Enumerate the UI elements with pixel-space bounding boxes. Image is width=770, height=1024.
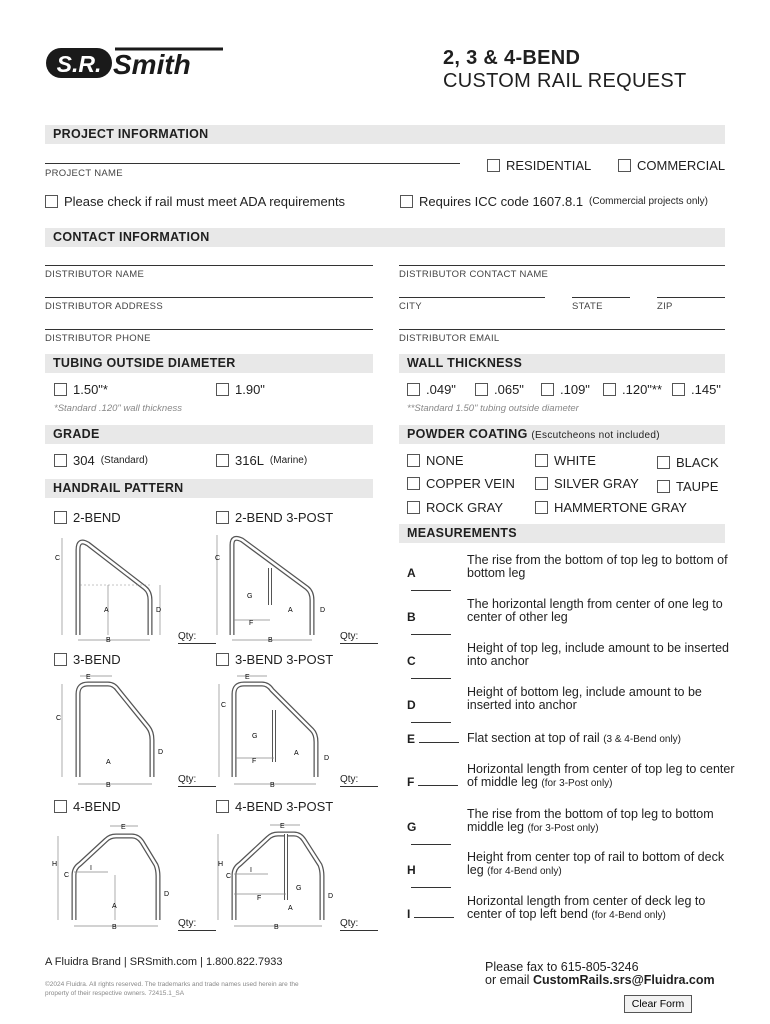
project-information-heading: PROJECT INFORMATION: [45, 125, 725, 144]
pattern-4-bend-checkbox[interactable]: [54, 800, 67, 813]
city-label: CITY: [399, 301, 422, 312]
powder-rock-gray-label: ROCK GRAY: [426, 500, 504, 515]
pattern-2-bend-3-post-label: 2-BEND 3-POST: [235, 510, 334, 525]
measurement-b-field[interactable]: [411, 634, 451, 635]
grade-316l-option[interactable]: [216, 453, 307, 468]
powder-hammertone-gray-option[interactable]: [535, 500, 687, 515]
residential-label: RESIDENTIAL: [506, 158, 592, 173]
tubing-190-label: 1.90": [235, 382, 265, 397]
pattern-2-bend-3-post-checkbox[interactable]: [216, 511, 229, 524]
measurements-heading: MEASUREMENTS: [399, 524, 725, 543]
svg-text:G: G: [296, 885, 302, 892]
measurement-letter: D: [407, 698, 416, 712]
wall-049-label: .049": [426, 382, 456, 397]
svg-text:A: A: [106, 759, 111, 766]
ada-checkbox[interactable]: [45, 195, 58, 208]
svg-text:B: B: [112, 924, 117, 931]
svg-text:E: E: [86, 674, 91, 681]
powder-taupe-checkbox[interactable]: [657, 480, 670, 493]
ada-option[interactable]: [45, 194, 345, 209]
distributor-email-field[interactable]: [399, 329, 725, 330]
measurement-desc: Height of top leg, include amount to be inserted into anchor: [467, 641, 729, 668]
svg-text:G: G: [252, 733, 258, 740]
measurement-desc: Height of bottom leg, include amount to be inserted into anchor: [467, 685, 702, 712]
state-field[interactable]: [572, 297, 630, 298]
wall-049-checkbox[interactable]: [407, 383, 420, 396]
wall-065-label: .065": [494, 382, 524, 397]
commercial-option[interactable]: [618, 158, 725, 173]
commercial-label: COMMERCIAL: [637, 158, 726, 173]
svg-text:D: D: [158, 749, 164, 756]
grade-304-option[interactable]: [54, 453, 148, 468]
svg-text:E: E: [280, 823, 285, 830]
powder-white-checkbox[interactable]: [535, 454, 548, 467]
svg-text:E: E: [245, 674, 250, 681]
svg-text:C: C: [226, 873, 232, 880]
measurement-note: (for 4-Bend only): [487, 866, 562, 877]
email-prefix: or email: [485, 973, 530, 987]
wall-109-option[interactable]: [541, 382, 590, 397]
measurement-letter: E: [407, 732, 416, 746]
powder-taupe-label: TAUPE: [676, 479, 719, 494]
powder-coating-note: (Escutcheons not included): [531, 430, 660, 441]
svg-text:B: B: [274, 924, 279, 931]
pattern-3-bend-option[interactable]: [54, 652, 121, 667]
pattern-4-bend-label: 4-BEND: [73, 799, 121, 814]
wall-109-checkbox[interactable]: [541, 383, 554, 396]
svg-text:Smith: Smith: [113, 49, 191, 80]
tubing-150-checkbox[interactable]: [54, 383, 67, 396]
wall-049-option[interactable]: [407, 382, 456, 397]
svg-text:A: A: [112, 903, 117, 910]
ada-label: Please check if rail must meet ADA requirements: [64, 194, 346, 209]
svg-text:H: H: [218, 861, 224, 868]
state-label: STATE: [572, 301, 603, 312]
qty-2-bend-3-post[interactable]: Qty:: [340, 631, 378, 644]
diagram-2-bend: [50, 530, 170, 645]
pattern-2-bend-option[interactable]: [54, 510, 121, 525]
fax-line: Please fax to 615-805-3246: [485, 960, 639, 974]
distributor-address-label: DISTRIBUTOR ADDRESS: [45, 301, 163, 312]
form-title-line2: CUSTOM RAIL REQUEST: [443, 70, 687, 92]
grade-304-label: 304: [73, 453, 95, 468]
wall-145-option[interactable]: [672, 382, 721, 397]
wall-120-checkbox[interactable]: [603, 383, 616, 396]
pattern-2-bend-checkbox[interactable]: [54, 511, 67, 524]
grade-316l-note: (Marine): [269, 455, 308, 466]
wall-thickness-heading: WALL THICKNESS: [399, 354, 725, 373]
clear-form-button[interactable]: Clear Form: [624, 995, 692, 1013]
powder-black-checkbox[interactable]: [657, 456, 670, 469]
svg-text:B: B: [268, 637, 273, 644]
wall-120-option[interactable]: [603, 382, 662, 397]
measurement-desc: The horizontal length from center of one leg to center of other leg: [467, 597, 723, 624]
distributor-phone-label: DISTRIBUTOR PHONE: [45, 333, 151, 344]
tubing-heading: TUBING OUTSIDE DIAMETER: [45, 354, 373, 373]
measurement-desc: Flat section at top of rail: [467, 731, 600, 745]
diagram-3-bend-3-post: [212, 672, 332, 790]
measurement-desc: Horizontal length from center of deck leg to center of top left bend: [467, 894, 706, 921]
pattern-4-bend-option[interactable]: [54, 799, 121, 814]
qty-4-bend-3-post[interactable]: Qty:: [340, 918, 378, 931]
diagram-2-bend-3-post: [212, 530, 332, 645]
powder-hammertone-gray-checkbox[interactable]: [535, 501, 548, 514]
svg-text:I: I: [90, 865, 92, 872]
tubing-note: *Standard .120" wall thickness: [54, 403, 182, 414]
tubing-190-checkbox[interactable]: [216, 383, 229, 396]
wall-109-label: .109": [560, 382, 590, 397]
diagram-4-bend: [50, 820, 170, 930]
pattern-3-bend-label: 3-BEND: [73, 652, 121, 667]
svg-text:F: F: [249, 620, 254, 627]
tubing-190-option[interactable]: [216, 382, 265, 397]
zip-label: ZIP: [657, 301, 673, 312]
powder-copper-vein-option[interactable]: [407, 476, 515, 491]
measurement-letter: B: [407, 610, 416, 624]
icc-note: (Commercial projects only): [589, 196, 708, 207]
svg-text:A: A: [104, 607, 109, 614]
qty-4-bend[interactable]: Qty:: [178, 918, 216, 931]
footer-legal: ©2024 Fluidra. All rights reserved. The trademarks and trade names used herein are the property of their respective owners. 72415.1_SA: [45, 981, 299, 997]
svg-text:D: D: [156, 607, 162, 614]
powder-none-option[interactable]: [407, 453, 464, 468]
measurement-note: (3 & 4-Bend only): [603, 734, 682, 745]
grade-304-note: (Standard): [100, 455, 148, 466]
powder-none-label: NONE: [426, 453, 464, 468]
svg-text:D: D: [164, 891, 170, 898]
distributor-contact-field[interactable]: [399, 265, 725, 266]
measurement-f-field[interactable]: [418, 785, 458, 786]
svg-text:I: I: [250, 867, 252, 874]
form-title-line1: 2, 3 & 4-BEND: [443, 47, 581, 69]
wall-120-label: .120"**: [622, 382, 663, 397]
srsmith-logo: [45, 45, 227, 81]
svg-text:D: D: [324, 755, 330, 762]
pattern-3-bend-3-post-label: 3-BEND 3-POST: [235, 652, 334, 667]
measurement-a-field[interactable]: [411, 590, 451, 591]
powder-rock-gray-checkbox[interactable]: [407, 501, 420, 514]
powder-white-option[interactable]: [535, 453, 596, 468]
svg-text:C: C: [55, 555, 61, 562]
powder-coating-title: POWDER COATING: [407, 427, 528, 441]
wall-065-checkbox[interactable]: [475, 383, 488, 396]
wall-note: **Standard 1.50" tubing outside diameter: [407, 403, 579, 414]
project-name-label: PROJECT NAME: [45, 168, 123, 179]
measurement-c-field[interactable]: [411, 678, 451, 679]
icc-checkbox[interactable]: [400, 195, 413, 208]
measurement-note: (for 3-Post only): [541, 778, 613, 789]
svg-text:F: F: [257, 895, 262, 902]
powder-rock-gray-option[interactable]: [407, 500, 503, 515]
residential-checkbox[interactable]: [487, 159, 500, 172]
grade-316l-label: 316L: [235, 453, 264, 468]
email-address[interactable]: CustomRails.srs@Fluidra.com: [532, 973, 715, 987]
svg-text:E: E: [121, 824, 126, 831]
tubing-150-label: 1.50"*: [73, 382, 108, 397]
measurement-desc: The rise from the bottom of top leg to bottom of bottom leg: [467, 553, 728, 580]
powder-silver-gray-option[interactable]: [535, 476, 639, 491]
pattern-2-bend-3-post-option[interactable]: [216, 510, 333, 525]
svg-text:B: B: [106, 637, 111, 644]
powder-silver-gray-label: SILVER GRAY: [554, 476, 639, 491]
residential-option[interactable]: [487, 158, 591, 173]
contact-information-heading: CONTACT INFORMATION: [45, 228, 725, 247]
distributor-name-field[interactable]: [45, 265, 373, 266]
svg-text:A: A: [294, 750, 299, 757]
wall-145-label: .145": [691, 382, 721, 397]
svg-text:D: D: [328, 893, 334, 900]
pattern-4-bend-3-post-label: 4-BEND 3-POST: [235, 799, 334, 814]
measurement-e-field[interactable]: [419, 742, 459, 743]
measurement-desc: The rise from the bottom of top leg to bottom middle leg: [467, 807, 714, 834]
powder-black-label: BLACK: [676, 455, 719, 470]
grade-304-checkbox[interactable]: [54, 454, 67, 467]
wall-145-checkbox[interactable]: [672, 383, 685, 396]
measurement-letter: G: [407, 820, 417, 834]
svg-text:S.R.: S.R.: [56, 51, 102, 77]
qty-2-bend[interactable]: Qty:: [178, 631, 216, 644]
svg-text:B: B: [106, 782, 111, 789]
distributor-phone-field[interactable]: [45, 329, 373, 330]
powder-none-checkbox[interactable]: [407, 454, 420, 467]
powder-black-option[interactable]: [657, 455, 719, 470]
grade-heading: GRADE: [45, 425, 373, 444]
footer-brand-line: A Fluidra Brand | SRSmith.com | 1.800.822.7933: [45, 956, 283, 968]
handrail-pattern-heading: HANDRAIL PATTERN: [45, 479, 373, 498]
svg-text:C: C: [56, 715, 62, 722]
wall-065-option[interactable]: [475, 382, 524, 397]
svg-text:D: D: [320, 607, 326, 614]
pattern-3-bend-checkbox[interactable]: [54, 653, 67, 666]
powder-copper-vein-label: COPPER VEIN: [426, 476, 515, 491]
svg-text:C: C: [64, 872, 70, 879]
powder-taupe-option[interactable]: [657, 479, 718, 494]
city-field[interactable]: [399, 297, 545, 298]
powder-silver-gray-checkbox[interactable]: [535, 477, 548, 490]
svg-text:B: B: [270, 782, 275, 789]
pattern-3-bend-3-post-checkbox[interactable]: [216, 653, 229, 666]
measurement-letter: I: [407, 907, 411, 921]
svg-text:F: F: [252, 758, 257, 765]
project-name-field[interactable]: [45, 163, 460, 164]
tubing-150-option[interactable]: [54, 382, 108, 397]
powder-copper-vein-checkbox[interactable]: [407, 477, 420, 490]
svg-text:C: C: [221, 702, 227, 709]
measurement-letter: C: [407, 654, 416, 668]
measurement-letter: A: [407, 566, 416, 580]
measurement-desc: Horizontal length from center of top leg to center of middle leg: [467, 762, 735, 789]
distributor-name-label: DISTRIBUTOR NAME: [45, 269, 145, 280]
measurement-note: (for 3-Post only): [527, 823, 599, 834]
diagram-3-bend: [50, 672, 170, 790]
measurements-list: [407, 553, 735, 954]
powder-hammertone-gray-label: HAMMERTONE GRAY: [554, 500, 687, 515]
measurement-letter: F: [407, 775, 415, 789]
icc-label: Requires ICC code 1607.8.1: [419, 194, 584, 209]
svg-text:A: A: [288, 905, 293, 912]
distributor-contact-label: DISTRIBUTOR CONTACT NAME: [399, 269, 549, 280]
svg-text:H: H: [52, 861, 58, 868]
diagram-4-bend-3-post: [212, 820, 332, 930]
icc-option[interactable]: [400, 194, 708, 209]
measurement-letter: H: [407, 863, 416, 877]
pattern-2-bend-label: 2-BEND: [73, 510, 121, 525]
email-line: [485, 973, 715, 987]
distributor-email-label: DISTRIBUTOR EMAIL: [399, 333, 500, 344]
distributor-address-field[interactable]: [45, 297, 373, 298]
measurement-desc: Height from center top of rail to bottom of deck leg: [467, 850, 725, 877]
svg-text:G: G: [247, 593, 253, 600]
svg-text:C: C: [215, 555, 221, 562]
qty-3-bend[interactable]: Qty:: [178, 774, 216, 787]
pattern-4-bend-3-post-option[interactable]: [216, 799, 333, 814]
pattern-4-bend-3-post-checkbox[interactable]: [216, 800, 229, 813]
svg-text:A: A: [288, 607, 293, 614]
powder-coating-heading: [399, 425, 725, 444]
powder-white-label: WHITE: [554, 453, 596, 468]
grade-316l-checkbox[interactable]: [216, 454, 229, 467]
commercial-checkbox[interactable]: [618, 159, 631, 172]
measurement-d-field[interactable]: [411, 722, 451, 723]
zip-field[interactable]: [657, 297, 725, 298]
measurement-g-field[interactable]: [411, 844, 451, 845]
measurement-i-field[interactable]: [414, 917, 454, 918]
measurement-note: (for 4-Bend only): [591, 910, 666, 921]
qty-3-bend-3-post[interactable]: Qty:: [340, 774, 378, 787]
pattern-3-bend-3-post-option[interactable]: [216, 652, 333, 667]
measurement-h-field[interactable]: [411, 887, 451, 888]
